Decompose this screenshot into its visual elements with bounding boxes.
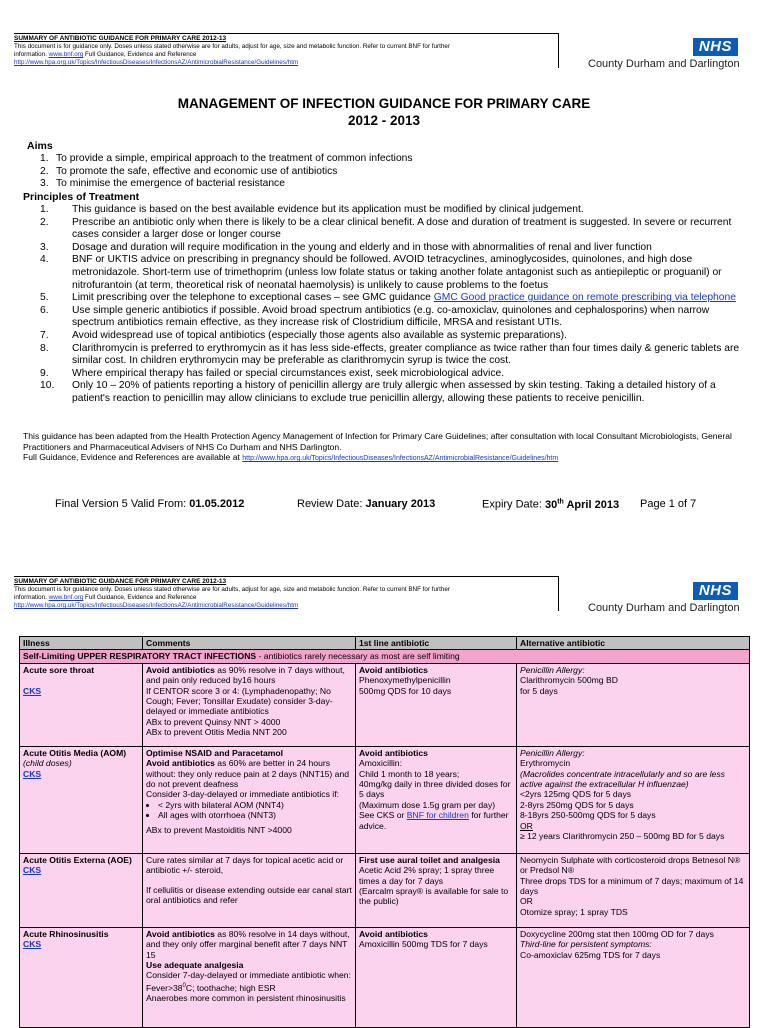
list-item: 3. To minimise the emergence of bacterial resistance <box>40 178 285 190</box>
list-item: 2. Prescribe an antibiotic only when there is likely to be a clear clinical benefit. A dose and duration of treatment is suggested. In severe or recurrent cases consider a larger dose or longer course <box>40 216 732 241</box>
header-title: SUMMARY OF ANTIBIOTIC GUIDANCE FOR PRIMARY CARE 2012-13 <box>14 578 227 585</box>
page-title: MANAGEMENT OF INFECTION GUIDANCE FOR PRIMARY CARE 2012 - 2013 <box>177 96 591 128</box>
header-title: SUMMARY OF ANTIBIOTIC GUIDANCE FOR PRIMARY CARE 2012-13 <box>14 35 227 42</box>
header-line2: information. www.bnf.org Full Guidance, Evidence and Reference <box>14 594 197 601</box>
header-line1: This document is for guidance only. Doses unless stated otherwise are for adults, adjust for age, size and metabolic function. Refer to current BNF for further <box>14 43 450 50</box>
illness-name: Acute sore throat <box>23 664 95 675</box>
header-box-page2 <box>14 576 559 611</box>
hpa-guidelines-link[interactable]: http://www.hpa.org.uk/Topics/InfectiousDiseases/InfectionsAZ/AntimicrobialResistance/Guidelines/htm <box>14 602 299 609</box>
section-band-row: Self-Limiting UPPER RESPIRATORY TRACT INFECTIONS - antibiotics rarely necessary as most are self limiting <box>20 650 750 663</box>
header-line2: information. www.bnf.org Full Guidance, Evidence and Reference <box>14 51 197 58</box>
col-comments: Comments <box>143 637 356 650</box>
cks-link[interactable]: CKS <box>23 865 42 876</box>
page-number: Page 1 of 7 <box>640 498 697 510</box>
table-row: Acute Otitis Externa (AOE) CKS Cure rates similar at 7 days for topical acetic acid or antibiotic +/- steroid, If cellulitis or disease extending outside ear canal start oral antibiotics and refer First use aural toilet and analgesia Acetic Acid 2% spray; 1 spray three times a day for 7 days (Earcalm spray® is available for sale to the public) Neomycin Sulphate with corticosteroid drops Betnesol N® or Predsol N® Three drops TDS for a minimum of 7 days; maximum of 14 days OR Otomize spray; 1 spray TDS <box>20 853 750 927</box>
list-item: 5. Limit prescribing over the telephone to exceptional cases – see GMC guidance GMC Good practice guidance on remote prescribing via telephone <box>40 292 736 304</box>
guidance-table <box>19 636 750 1028</box>
nhs-logo-mark: NHS <box>693 38 738 56</box>
review-date: Review Date: January 2013 <box>297 498 436 510</box>
list-item: 3. Dosage and duration will require modification in the young and elderly and in those with abnormalities of renal and liver function <box>40 241 652 253</box>
table-header-row <box>20 637 750 650</box>
bnf-link[interactable]: www.bnf.org <box>48 51 84 58</box>
header-box <box>14 33 559 68</box>
header-line1: This document is for guidance only. Doses unless stated otherwise are for adults, adjust for age, size and metabolic function. Refer to current BNF for further <box>14 586 450 593</box>
cks-link[interactable]: CKS <box>23 685 42 696</box>
hpa-guidelines-link[interactable]: http://www.hpa.org.uk/Topics/InfectiousDiseases/InfectionsAZ/AntimicrobialResistance/Guidelines/htm <box>14 59 299 66</box>
aims-list <box>40 153 740 191</box>
list-item: 10. Only 10 – 20% of patients reporting a history of penicillin allergy are truly allergic when assessed by skin testing. Taking a detailed history of a patient's reaction to penicillin may allow clinicians to exclude true penicillin allergy, allowing these patients to receive penicillin. <box>40 380 716 404</box>
source-footnote: This guidance has been adapted from the Health Protection Agency Management of Infection for Primary Care Guidelines; after consultation with local Consultant Microbiologists, General Practitioners and Pharmaceutical Advisers of NHS Co Durham and NHS Darlington. Full Guidance, Evidence and References are available at http://www.hpa.org.uk/Topics/InfectiousDiseases/InfectionsAZ/AntimicrobialResistance/Guidelines/htm <box>23 431 732 462</box>
illness-name: Acute Otitis Media (AOM) <box>23 747 127 758</box>
list-item: 8. Clarithromycin is preferred to erythromycin as it has less side-effects, greater compliance as twice rather than four times daily & generic tablets are similar cost. In children erythromycin may be preferable as clarithromycin syrup is twice the cost. <box>40 342 740 367</box>
list-item: 1. To provide a simple, empirical approach to the treatment of common infections <box>40 153 413 164</box>
illness-name: Acute Otitis Externa (AOE) <box>23 854 132 865</box>
bnf-link[interactable]: www.bnf.org <box>48 594 84 601</box>
aims-heading: Aims <box>27 140 53 152</box>
nhs-logo <box>588 38 738 70</box>
col-illness: Illness <box>20 637 143 650</box>
list-item: 4. BNF or UKTIS advice on prescribing in pregnancy should be followed. AVOID tetracyclines, aminoglycosides, quinolones, and high dose metronidazole. Short-term use of trimethoprim (unless low folate status or taking another folate antagonist such as antiepileptic or proguanil) or nitrofurantoin (at term, theoretical risk of neonatal haemolysis) is unlikely to cause problems to the foetus <box>40 254 722 291</box>
list-item: 6. Use simple generic antibiotics if possible. Avoid broad spectrum antibiotics (e.g. co-amoxiclav, quinolones and cephalosporins) when narrow spectrum antibiotics remain effective, as they increase risk of Clostridium difficile, MRSA and resistant UTIs. <box>40 304 710 329</box>
list-item: 7. Avoid widespread use of topical antibiotics (especially those agents also available as systemic preparations). <box>40 329 567 341</box>
col-first-line: 1st line antibiotic <box>356 637 517 650</box>
gmc-guidance-link[interactable]: GMC Good practice guidance on remote prescribing via telephone <box>433 292 736 304</box>
expiry-date: Expiry Date: 30th April 2013 <box>482 498 620 511</box>
cks-link[interactable]: CKS <box>23 768 42 779</box>
table-row: Acute sore throat CKS Avoid antibiotics as 90% resolve in 7 days without, and pain only reduced by16 hours If CENTOR score 3 or 4: (Lymphadenopathy; No Cough; Fever; Tonsillar Exudate) consider 3-day-delayed or immediate antibiotics ABx to prevent Quinsy NNT > 4000 ABx to prevent Otitis Media NNT 200 Avoid antibiotics Phenoxymethylpenicillin 500mg QDS for 10 days Penicillin Allergy: Clarithromycin 500mg BD for 5 days <box>20 663 750 746</box>
principles-heading: Principles of Treatment <box>23 191 140 203</box>
list-item: 9. Where empirical therapy has failed or special circumstances exist, seek microbiological advice. <box>40 367 505 379</box>
bnf-children-link[interactable]: BNF for children <box>406 810 469 821</box>
list-item: 2. To promote the safe, effective and economic use of antibiotics <box>40 165 338 177</box>
illness-name: Acute Rhinosinusitis <box>23 928 109 939</box>
nhs-logo-org: County Durham and Darlington <box>588 58 740 70</box>
list-item: 1. This guidance is based on the best available evidence but its application must be modified by clinical judgement. <box>40 204 584 215</box>
col-alternative: Alternative antibiotic <box>517 637 750 650</box>
table-row: Acute Rhinosinusitis CKS Avoid antibiotics as 80% resolve in 14 days without, and they only offer marginal benefit after 7 days NNT 15 Use adequate analgesia Consider 7-day-delayed or immediate antibiotic when: $Fever>38^0C$; toothache; high ESR Anaerobes more common in persistent rhinosinusitis Avoid antibiotics Amoxicillin 500mg TDS for 7 days Doxycycline 200mg stat then 100mg OD for 7 days Third-line for persistent symptoms: Co-amoxiclav 625mg TDS for 7 days <box>20 927 750 1027</box>
footnote-guidelines-link[interactable]: http://www.hpa.org.uk/Topics/InfectiousDiseases/InfectionsAZ/AntimicrobialResistance/Guidelines/htm <box>242 455 559 462</box>
cks-link[interactable]: CKS <box>23 939 42 950</box>
valid-from: Final Version 5 Valid From: 01.05.2012 <box>55 498 245 510</box>
nhs-logo-org: County Durham and Darlington <box>588 602 740 614</box>
nhs-logo <box>588 582 738 614</box>
nhs-logo-mark: NHS <box>693 582 738 600</box>
principles-list <box>40 204 740 406</box>
table-row: Acute Otitis Media (AOM) (child doses) CKS Optimise NSAID and Paracetamol Avoid antibiotics as 60% are better in 24 hours without: they only reduce pain at 2 days (NNT15) and do not prevent deafness Consider 3-day-delayed or immediate antibiotics if: • < 2yrs with bilateral AOM (NNT4) • All ages with otorrhoea (NNT3) ABx to prevent Mastoiditis NNT >4000 Avoid antibiotics Amoxicillin: Child 1 month to 18 years; 40mg/kg daily in three divided doses for 5 days (Maximum dose 1.5g gram per day) See CKS or BNF for children for further advice. Penicillin Allergy: Erythromycin (Macrolides concentrate intracellularly and so are less active against the extracellular H influenzae) <2yrs 125mg QDS for 5 days 2-8yrs 250mg QDS for 5 days 8-18yrs 250-500mg QDS for 5 days OR ≥ 12 years Clarithromycin 250 – 500mg BD for 5 days <box>20 746 750 853</box>
